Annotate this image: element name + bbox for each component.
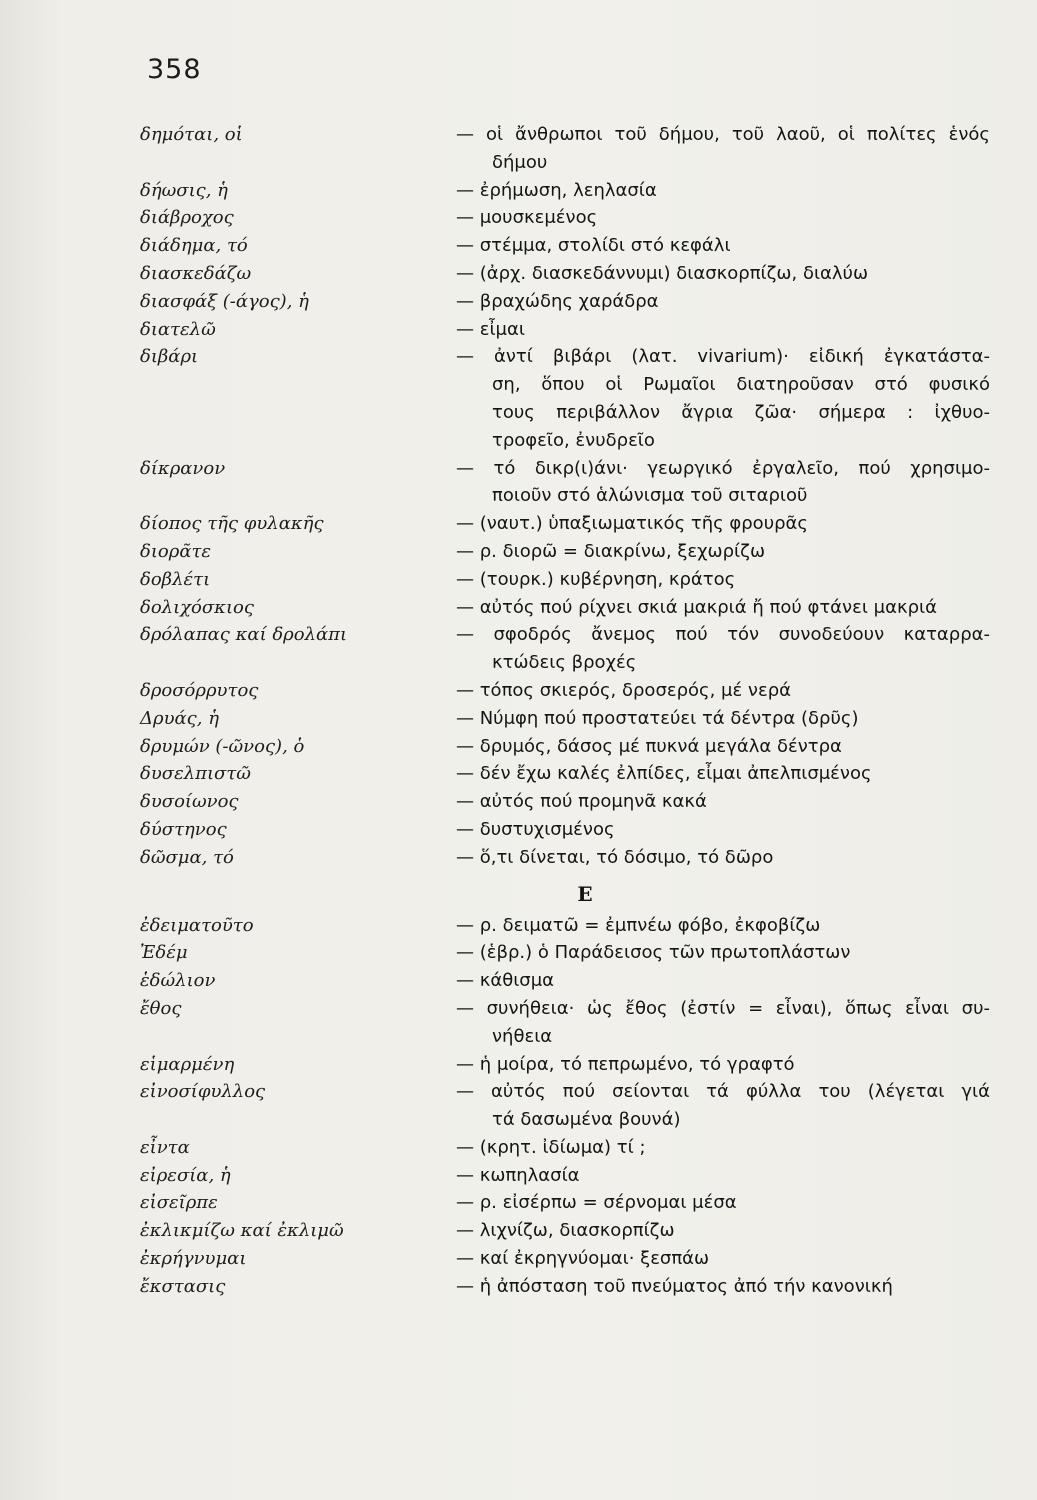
entry-definition	[456, 1217, 990, 1245]
definition-line: — κάθισμα	[456, 970, 555, 992]
entry-headword: εἰρεσία, ἡ	[140, 1164, 231, 1186]
entry-headword: εἰνοσίφυλλος	[140, 1081, 266, 1103]
entry-definition	[456, 1273, 990, 1301]
entry-definition	[456, 844, 990, 872]
definition-line: — ἡ μοίρα, τό πεπρωμένο, τό γραφτό	[456, 1053, 795, 1075]
definition-line: — αὐτός πού σείονται τά φύλλα του (λέγεται γιά	[456, 1081, 990, 1103]
definition-line: — Νύμφη πού προστατεύει τά δέντρα (δρῦς)	[456, 707, 859, 729]
entry-definition	[456, 455, 990, 511]
entry-definition	[456, 705, 990, 733]
glossary-entry	[140, 204, 990, 232]
definition-line: — καί ἐκρηγνύομαι· ξεσπάω	[456, 1248, 710, 1270]
entries-section-delta	[140, 121, 990, 872]
glossary-entry	[140, 705, 990, 733]
definition-line: κτώδεις βροχές	[492, 652, 637, 674]
entry-headword: δήωσις, ἡ	[140, 179, 228, 201]
entry-headword: διασκεδάζω	[140, 262, 252, 284]
definition-line: — (ἀρχ. διασκεδάννυμι) διασκορπίζω, διαλύω	[456, 262, 869, 284]
definition-line: — οἱ ἄνθρωποι τοῦ δήμου, τοῦ λαοῦ, οἱ πολίτες ἑνός	[456, 124, 990, 145]
definition-line: τροφεῖο, ἐνυδρεῖο	[492, 429, 655, 451]
glossary-entry	[140, 1189, 990, 1217]
glossary-entry	[140, 844, 990, 872]
glossary-entry	[140, 594, 990, 622]
entry-definition	[456, 538, 990, 566]
definition-line: — (κρητ. ἰδίωμα) τί ;	[456, 1136, 646, 1158]
definition-line: νήθεια	[492, 1025, 553, 1047]
entry-definition	[456, 594, 990, 622]
glossary-entry	[140, 788, 990, 816]
definition-line: — ἡ ἀπόσταση τοῦ πνεύματος ἀπό τήν κανονική	[456, 1275, 893, 1297]
entry-definition	[456, 995, 990, 1051]
entry-definition	[456, 621, 990, 677]
glossary-entry	[140, 733, 990, 761]
glossary-entry	[140, 1051, 990, 1079]
glossary-entry	[140, 1245, 990, 1273]
definition-line: — εἶμαι	[456, 318, 525, 340]
definition-line: ποιοῦν στό ἁλώνισμα τοῦ σιταριοῦ	[492, 485, 808, 507]
entry-definition	[456, 912, 990, 940]
definition-line: — μουσκεμένος	[456, 207, 598, 229]
glossary-entry	[140, 1134, 990, 1162]
entry-headword: εἶντα	[140, 1136, 190, 1158]
definition-line: — δυστυχισμένος	[456, 818, 615, 840]
glossary-entry	[140, 1162, 990, 1190]
glossary-entry	[140, 177, 990, 205]
entry-definition	[456, 760, 990, 788]
entry-headword: δροσόρρυτος	[140, 679, 259, 701]
entry-definition	[456, 677, 990, 705]
glossary-entry	[140, 343, 990, 454]
entry-headword: διάδημα, τό	[140, 235, 248, 257]
definition-line: τά δασωμένα βουνά)	[492, 1109, 681, 1131]
definition-line: τους περιβάλλον ἄγρια ζῶα· σήμερα : ἰχθυο-	[492, 401, 990, 423]
glossary-entries	[140, 121, 990, 1301]
definition-line: — (τουρκ.) κυβέρνηση, κράτος	[456, 568, 736, 590]
entry-headword: δοβλέτι	[140, 568, 211, 590]
entry-headword: δυσοίωνος	[140, 791, 239, 813]
entry-definition	[456, 1189, 990, 1217]
entry-headword: ἔκστασις	[140, 1275, 226, 1297]
glossary-entry	[140, 760, 990, 788]
definition-line: — αὐτός πού ρίχνει σκιά μακριά ἤ πού φτάνει μακριά	[456, 596, 937, 618]
entry-definition	[456, 343, 990, 454]
entry-definition	[456, 177, 990, 205]
entry-definition	[456, 1134, 990, 1162]
definition-line: — τό δικρ(ι)άνι· γεωργικό ἐργαλεῖο, πού χρησιμο-	[456, 457, 990, 479]
glossary-entry	[140, 1217, 990, 1245]
definition-line: — βραχώδης χαράδρα	[456, 290, 659, 312]
entry-headword: δίκρανον	[140, 457, 226, 479]
entry-definition	[456, 733, 990, 761]
entry-headword: διασφάξ (-άγος), ἡ	[140, 290, 309, 312]
definition-line: — δέν ἔχω καλές ἐλπίδες, εἶμαι ἀπελπισμένος	[456, 763, 872, 785]
definition-line: — τόπος σκιερός, δροσερός, μέ νερά	[456, 679, 792, 701]
definition-line: — ἀντί βιβάρι (λατ. vivarium)· εἰδική ἐγκατάστα-	[456, 346, 990, 368]
page-number: 358	[147, 54, 202, 85]
glossary-entry	[140, 1273, 990, 1301]
definition-line: — (ναυτ.) ὑπαξιωματικός τῆς φρουρᾶς	[456, 513, 808, 535]
entry-definition	[456, 1051, 990, 1079]
glossary-entry	[140, 912, 990, 940]
definition-line: — σφοδρός ἄνεμος πού τόν συνοδεύουν καταρρα-	[456, 624, 990, 646]
entry-definition	[456, 1245, 990, 1273]
entry-headword: δρυμών (-ῶνος), ὁ	[140, 735, 305, 757]
glossary-entry	[140, 939, 990, 967]
entry-headword: δύστηνος	[140, 818, 227, 840]
entry-headword: δρόλαπας καί δρολάπι	[140, 624, 348, 646]
entry-headword: δίοπος τῆς φυλακῆς	[140, 513, 324, 535]
glossary-entry	[140, 538, 990, 566]
glossary-entry	[140, 566, 990, 594]
entry-headword: διορᾶτε	[140, 540, 212, 562]
definition-line: — ὅ,τι δίνεται, τό δόσιμο, τό δῶρο	[456, 846, 774, 868]
entry-definition	[456, 967, 990, 995]
entry-headword: ἐκρήγνυμαι	[140, 1248, 247, 1270]
definition-line: — αὐτός πού προμηνᾶ κακά	[456, 791, 707, 813]
entry-headword: ἑδώλιον	[140, 970, 216, 992]
glossary-entry	[140, 621, 990, 677]
definition-line: — (ἑβρ.) ὁ Παράδεισος τῶν πρωτοπλάστων	[456, 942, 851, 964]
entry-definition	[456, 260, 990, 288]
entry-definition	[456, 288, 990, 316]
entry-headword: διβάρι	[140, 346, 199, 368]
glossary-entry	[140, 316, 990, 344]
glossary-entry	[140, 232, 990, 260]
glossary-entry	[140, 260, 990, 288]
definition-line: — ρ. διορῶ = διακρίνω, ξεχωρίζω	[456, 540, 766, 562]
entry-headword: δῶσμα, τό	[140, 846, 234, 868]
definition-line: — ρ. δειματῶ = ἐμπνέω φόβο, ἐκφοβίζω	[456, 914, 821, 936]
entry-definition	[456, 510, 990, 538]
glossary-entry	[140, 995, 990, 1051]
definition-line: — δρυμός, δάσος μέ πυκνά μεγάλα δέντρα	[456, 735, 842, 757]
definition-line: — συνήθεια· ὡς ἔθος (ἐστίν = εἶναι), ὅπως εἶναι συ-	[456, 997, 990, 1019]
entry-headword: ἐκλικμίζω καί ἐκλιμῶ	[140, 1220, 344, 1242]
glossary-entry	[140, 510, 990, 538]
definition-line: — ἐρήμωση, λεηλασία	[456, 179, 657, 201]
glossary-entry	[140, 677, 990, 705]
entry-headword: διατελῶ	[140, 318, 216, 340]
glossary-entry	[140, 816, 990, 844]
entry-headword: δυσελπιστῶ	[140, 763, 251, 785]
entry-definition	[456, 788, 990, 816]
definition-line: ση, ὅπου οἱ Ρωμαῖοι διατηροῦσαν στό φυσικό	[492, 374, 990, 396]
entry-definition	[456, 1078, 990, 1134]
glossary-entry	[140, 455, 990, 511]
entry-headword: δολιχόσκιος	[140, 596, 254, 618]
definition-line: — στέμμα, στολίδι στό κεφάλι	[456, 235, 731, 257]
glossary-entry	[140, 121, 990, 177]
definition-line: — λιχνίζω, διασκορπίζω	[456, 1220, 675, 1242]
entry-headword: δημόται, οἱ	[140, 124, 243, 145]
entry-headword: εἱμαρμένη	[140, 1053, 235, 1075]
entry-definition	[456, 204, 990, 232]
entry-definition	[456, 232, 990, 260]
entries-section-epsilon	[140, 912, 990, 1301]
definition-line: — κωπηλασία	[456, 1164, 580, 1186]
definition-line: — ρ. εἰσέρπω = σέρνομαι μέσα	[456, 1192, 737, 1214]
entry-definition	[456, 316, 990, 344]
glossary-entry	[140, 288, 990, 316]
entry-headword: Ἐδέμ	[140, 942, 188, 964]
entry-headword: διάβροχος	[140, 207, 234, 229]
entry-definition	[456, 1162, 990, 1190]
glossary-entry	[140, 967, 990, 995]
entry-definition	[456, 566, 990, 594]
entry-headword: Δρυάς, ἡ	[140, 707, 219, 729]
section-header-epsilon: Ε	[577, 881, 593, 906]
glossary-entry	[140, 1078, 990, 1134]
entry-headword: εἰσεῖρπε	[140, 1192, 218, 1214]
entry-headword: ἐδειματοῦτο	[140, 914, 254, 936]
entry-definition	[456, 816, 990, 844]
entry-definition	[456, 121, 990, 177]
entry-definition	[456, 939, 990, 967]
definition-line: δήμου	[492, 151, 548, 173]
entry-headword: ἔθος	[140, 997, 182, 1019]
